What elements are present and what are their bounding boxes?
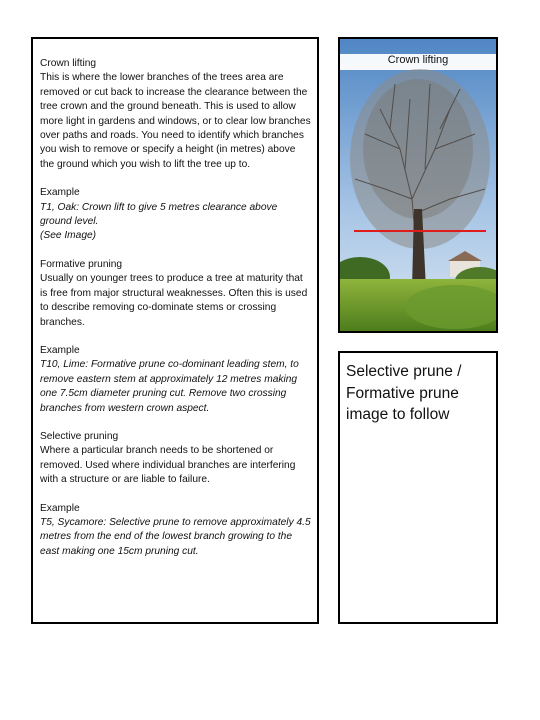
formative-pruning-title: Formative pruning [40,258,123,270]
selective-pruning-body: Where a particular branch needs to be shortened or removed. Used where individual branches are interfering with a structure or are liable to failure. [40,445,296,486]
example-3-text: T5, Sycamore: Selective prune to remove approximately 4.5 metres from the end of the lowest branch growing to the east making one 15cm pruning cut. [40,516,311,557]
example-2-label: Example [40,344,80,356]
crown-lifting-body: This is where the lower branches of the trees area are removed or cut back to increase the clearance between the tree crown and the ground beneath. This is used to allow more light in gardens and windows, or to clear low branches over paths and roads. You need to identify which branches you wish to remove or specify a height (in metres) above the ground which you wish to lift the tree up to. [40,72,311,170]
text-panel [31,37,319,624]
photo-caption: Crown lifting [387,54,449,66]
example-1-see-image: (See Image) [40,230,97,242]
formative-pruning-body: Usually on younger trees to produce a tree at maturity that is free from major structural weaknesses. Often this is used to describe removing co-dominate stems or crossing branches. [40,273,308,328]
image-placeholder-text: Selective prune / Formative prune image to follow [346,363,462,423]
example-1-text: T1, Oak: Crown lift to give 5 metres clearance above ground level. [40,201,278,228]
selective-pruning-title: Selective pruning [40,430,119,442]
example-1-label: Example [40,187,80,199]
example-3-label: Example [40,502,80,514]
example-2-text: T10, Lime: Formative prune co-dominant leading stem, to remove eastern stem at approximately 12 metres making one 7.5cm diameter pruning cut. Remove two crossing branches from western crown aspect. [40,359,299,414]
image-placeholder-panel [338,351,498,624]
tree-illustration [340,39,496,331]
crown-lifting-title: Crown lifting [40,58,97,69]
crown-lifting-photo [338,37,498,333]
